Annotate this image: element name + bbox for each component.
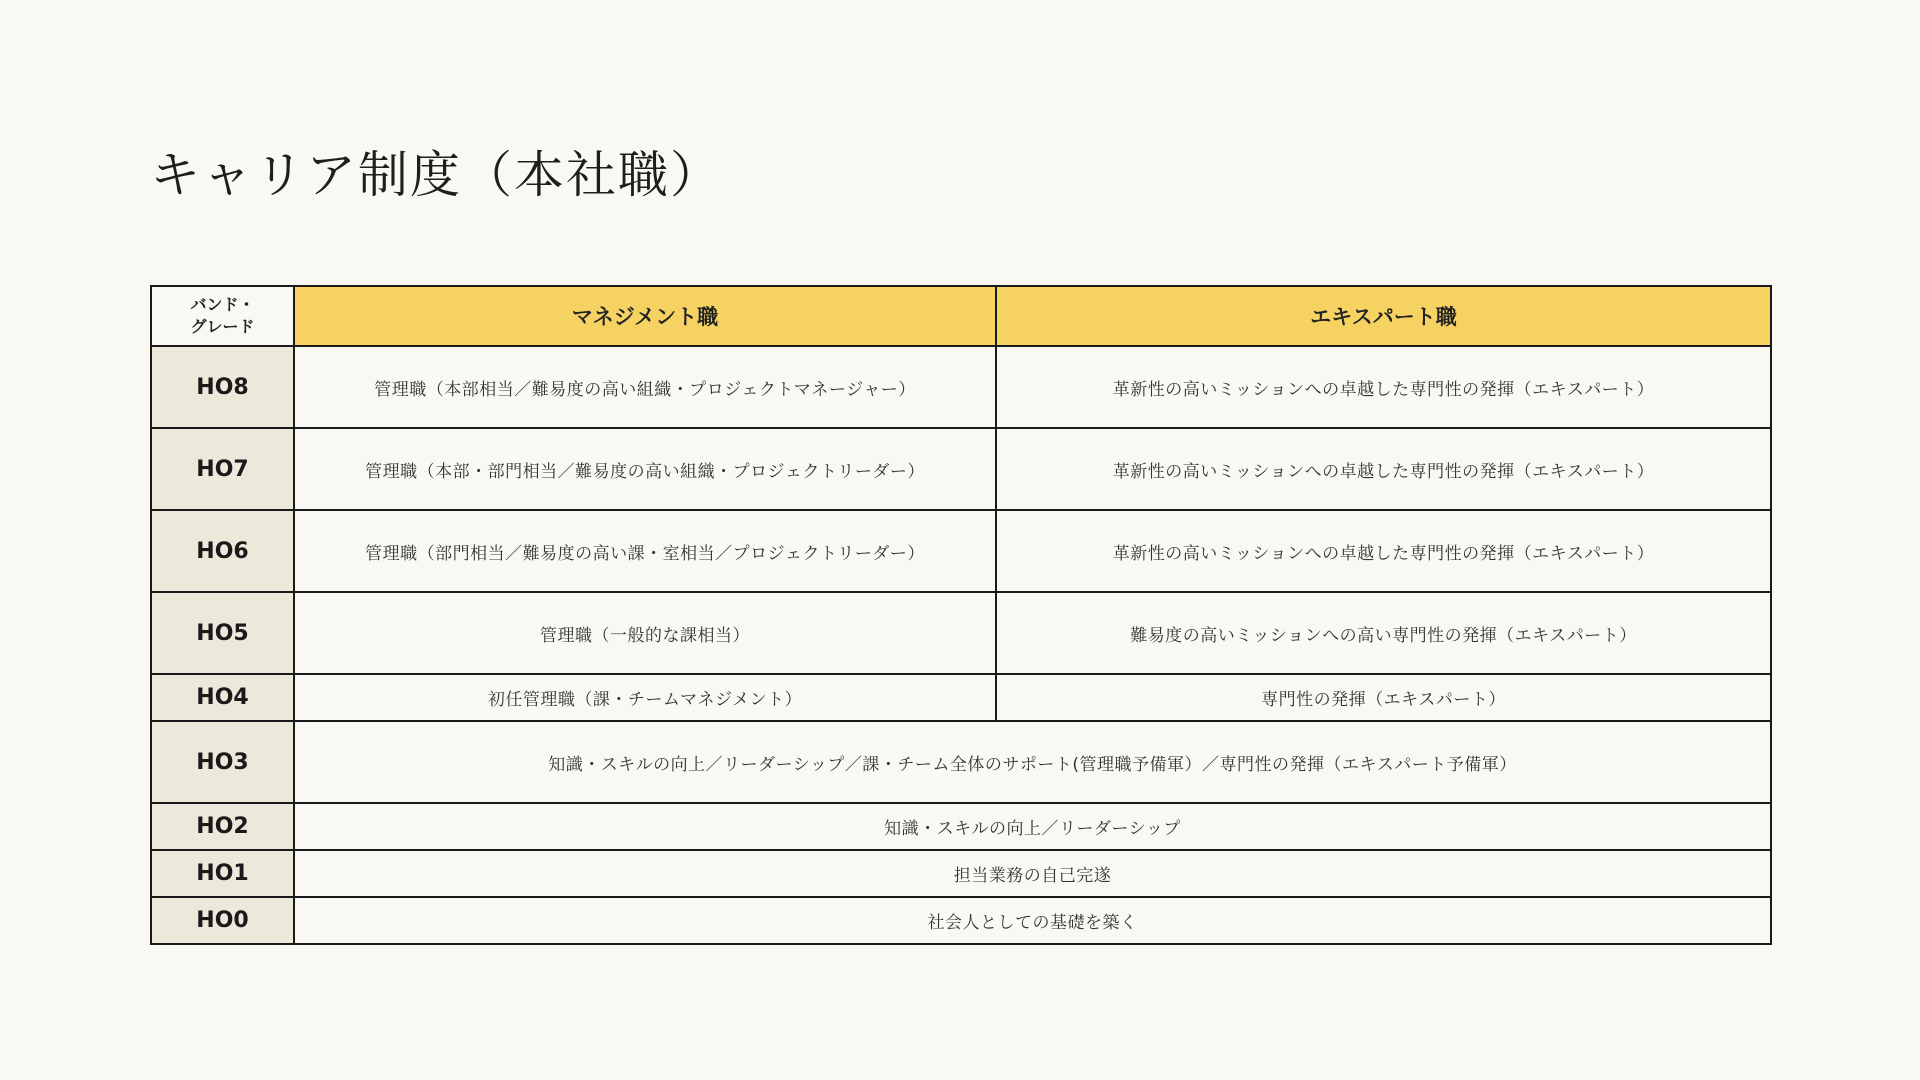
- grade-cell: HO2: [151, 803, 294, 850]
- table-row-ho7: [151, 428, 1771, 510]
- table-row-ho1: [151, 850, 1771, 897]
- combined-description: 社会人としての基礎を築く: [294, 897, 1771, 944]
- grade-cell: HO8: [151, 346, 294, 428]
- table-row-ho4: [151, 674, 1771, 721]
- table-row-ho0: [151, 897, 1771, 944]
- management-description: 管理職（部門相当／難易度の高い課・室相当／プロジェクトリーダー）: [294, 510, 996, 592]
- band-grade-header-line2: グレード: [190, 317, 255, 336]
- table-row-ho5: [151, 592, 1771, 674]
- career-grade-table: [150, 285, 1772, 945]
- management-description: 初任管理職（課・チームマネジメント）: [294, 674, 996, 721]
- management-description: 管理職（本部相当／難易度の高い組織・プロジェクトマネージャー）: [294, 346, 996, 428]
- table-row-ho3: [151, 721, 1771, 803]
- grade-cell: HO3: [151, 721, 294, 803]
- page-title: キャリア制度（本社職）: [150, 146, 722, 204]
- expert-description: 革新性の高いミッションへの卓越した専門性の発揮（エキスパート）: [996, 510, 1771, 592]
- grade-cell: HO6: [151, 510, 294, 592]
- expert-description: 革新性の高いミッションへの卓越した専門性の発揮（エキスパート）: [996, 346, 1771, 428]
- grade-cell: HO4: [151, 674, 294, 721]
- band-grade-header-line1: バンド・: [190, 295, 255, 314]
- grade-cell: HO5: [151, 592, 294, 674]
- expert-track-header: エキスパート職: [996, 286, 1771, 346]
- combined-description: 知識・スキルの向上／リーダーシップ／課・チーム全体のサポート(管理職予備軍）／専門性の発揮（エキスパート予備軍）: [294, 721, 1771, 803]
- grade-cell: HO7: [151, 428, 294, 510]
- table-header-row: [151, 286, 1771, 346]
- table-row-ho6: [151, 510, 1771, 592]
- table-row-ho8: [151, 346, 1771, 428]
- grade-cell: HO1: [151, 850, 294, 897]
- grade-cell: HO0: [151, 897, 294, 944]
- combined-description: 担当業務の自己完遂: [294, 850, 1771, 897]
- management-description: 管理職（一般的な課相当）: [294, 592, 996, 674]
- expert-description: 革新性の高いミッションへの卓越した専門性の発揮（エキスパート）: [996, 428, 1771, 510]
- expert-description: 難易度の高いミッションへの高い専門性の発揮（エキスパート）: [996, 592, 1771, 674]
- combined-description: 知識・スキルの向上／リーダーシップ: [294, 803, 1771, 850]
- expert-description: 専門性の発揮（エキスパート）: [996, 674, 1771, 721]
- management-track-header: マネジメント職: [294, 286, 996, 346]
- band-grade-header: [151, 286, 294, 346]
- management-description: 管理職（本部・部門相当／難易度の高い組織・プロジェクトリーダー）: [294, 428, 996, 510]
- table-row-ho2: [151, 803, 1771, 850]
